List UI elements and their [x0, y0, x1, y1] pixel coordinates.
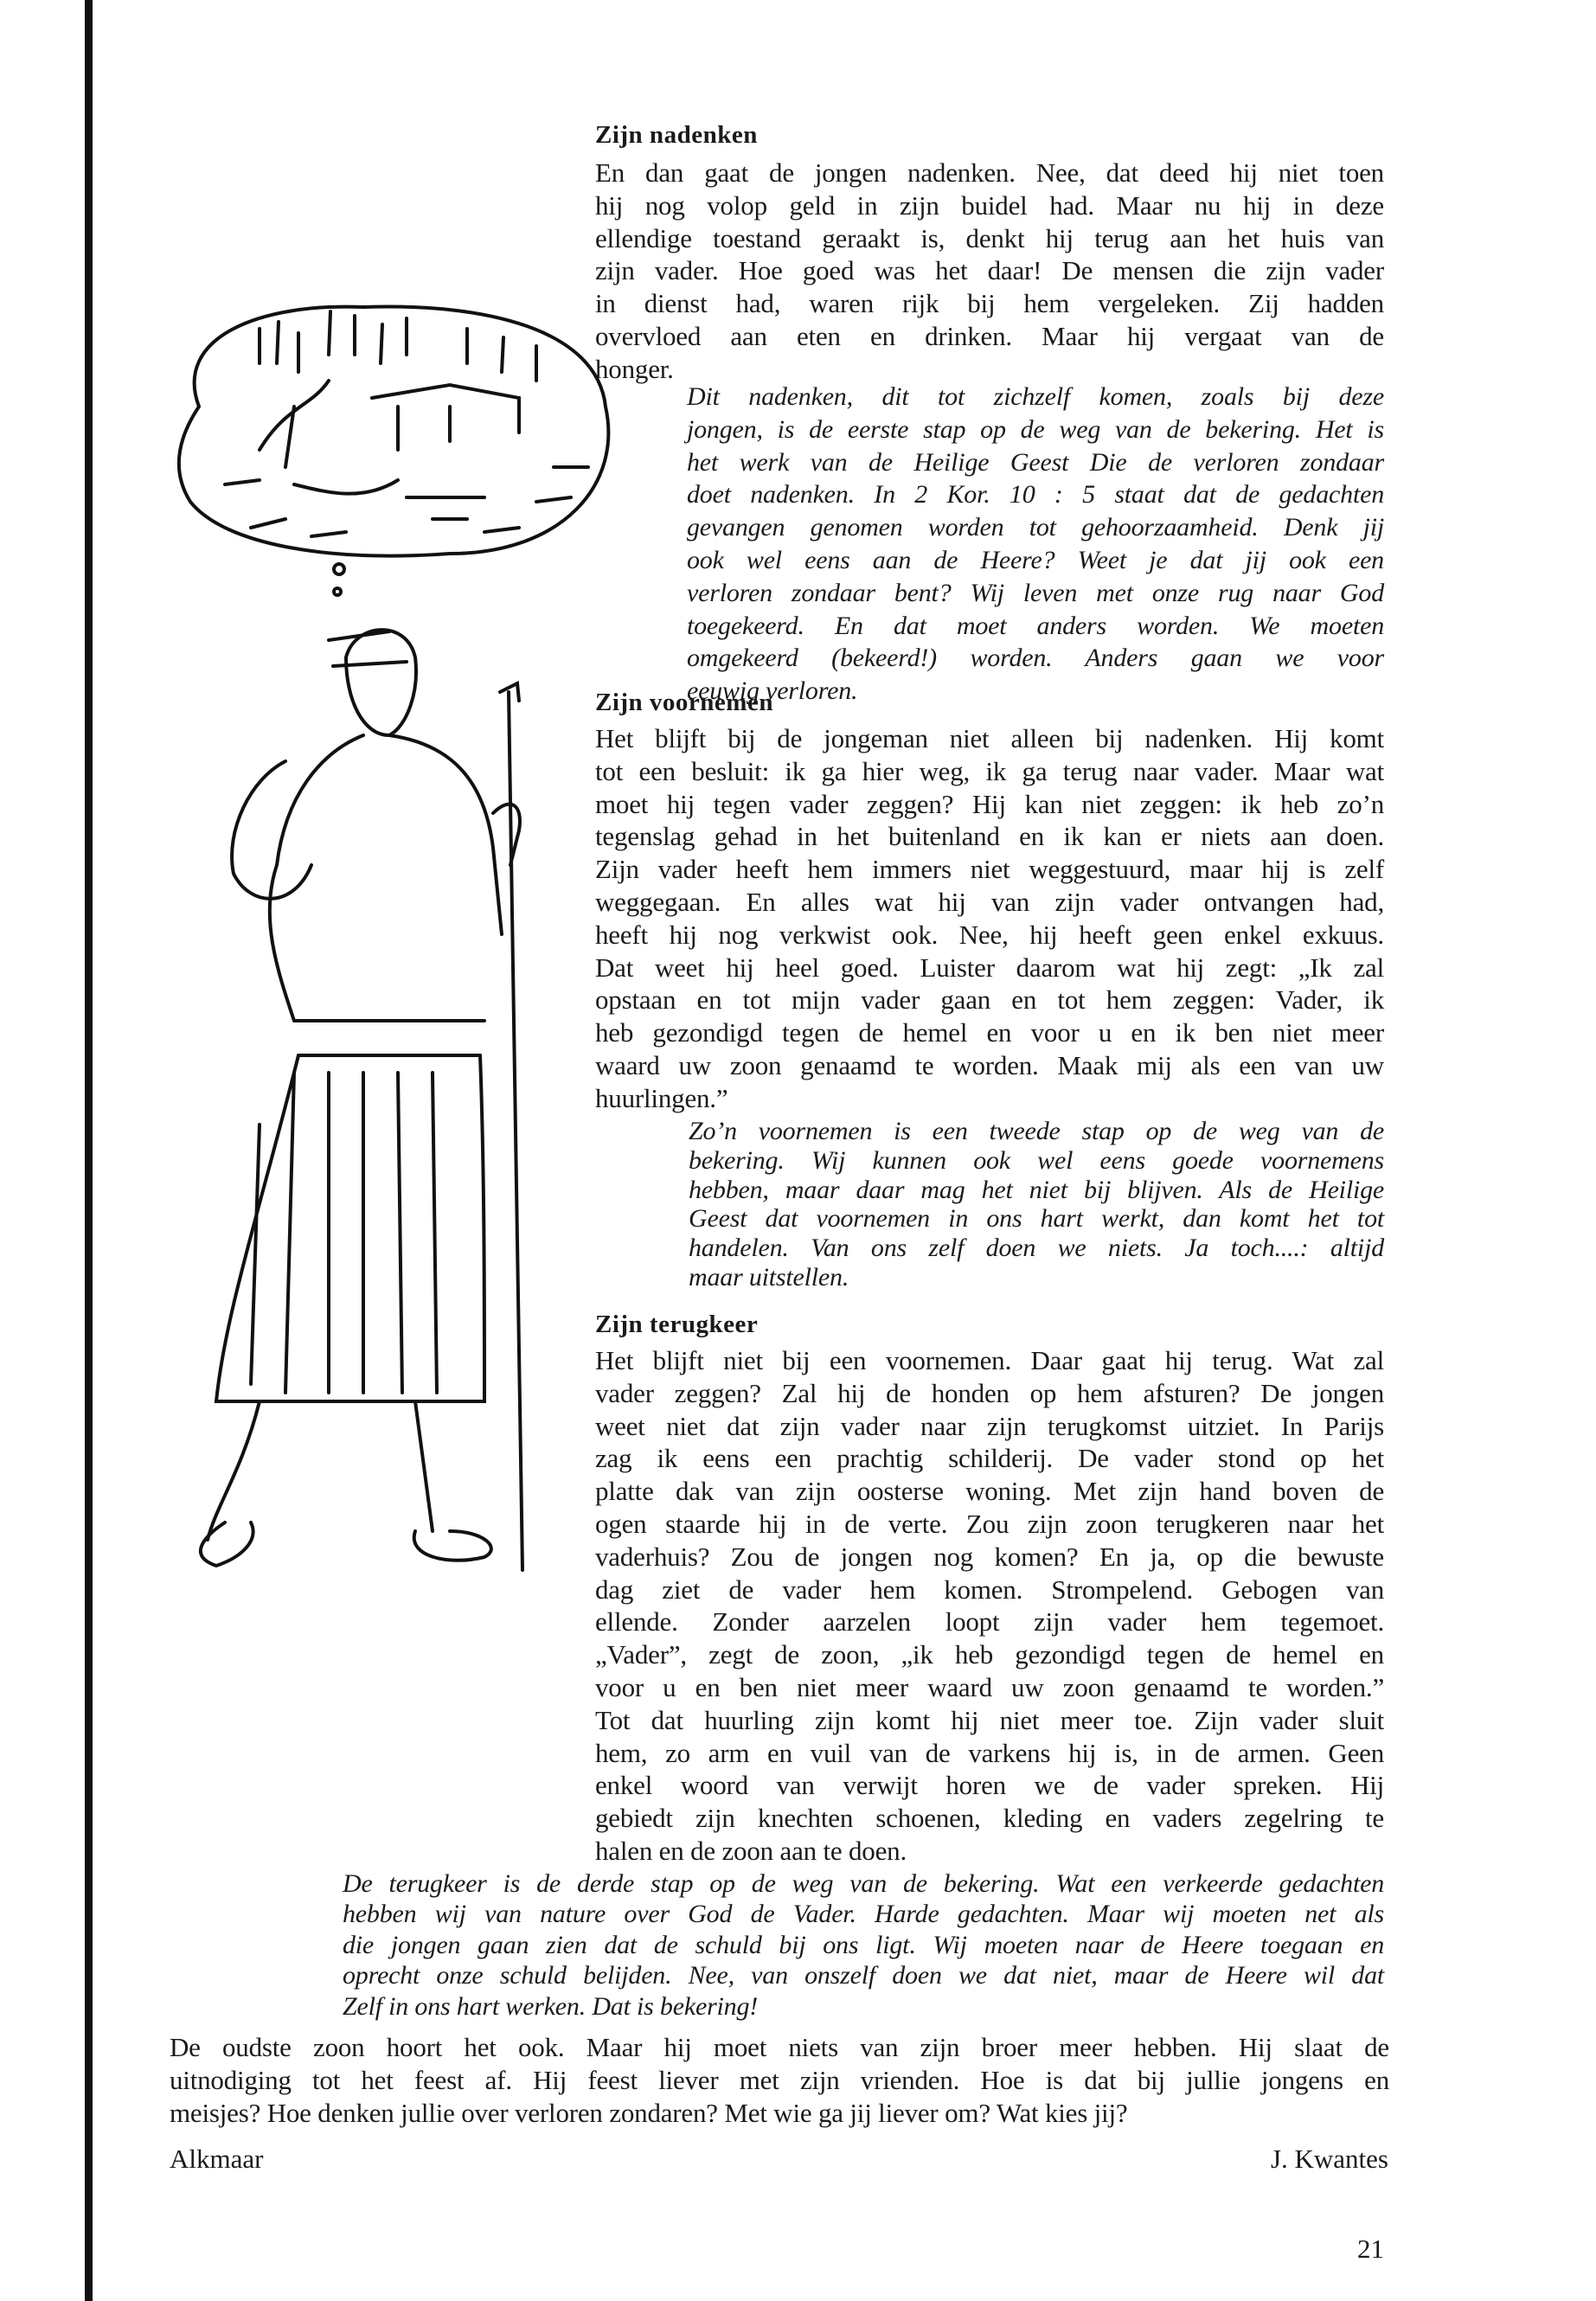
text-line: Het blijft bij de jongeman niet alleen bij nadenken. Hij komt: [595, 723, 1384, 753]
section-heading-nadenken: Zijn nadenken: [595, 121, 758, 149]
text-line: De oudste zoon hoort het ook. Maar hij moet niets van zijn broer meer hebben. Hij slaat de: [170, 2032, 1389, 2062]
text-line: opstaan en tot mijn vader gaan en tot hem zeggen: Vader, ik: [595, 984, 1384, 1016]
section-heading-terugkeer: Zijn terugkeer: [595, 1311, 759, 1338]
commentary-nadenken: [687, 381, 1384, 708]
text-line: bekering. Wij kunnen ook wel eens goede voornemens: [689, 1145, 1384, 1175]
text-line: Geest dat voornemen in ons hart werkt, dan komt het tot: [689, 1204, 1384, 1234]
walking-figure: [201, 630, 522, 1570]
text-line: Tot dat huurling zijn komt hij niet meer toe. Zijn vader sluit: [595, 1704, 1384, 1735]
text-line: Zelf in ons hart werken. Dat is bekering!: [343, 1991, 759, 2021]
text-line: waard uw zoon genaamd te worden. Maak mij als een van uw: [595, 1049, 1384, 1080]
text-line: halen en de zoon aan te doen.: [595, 1835, 907, 1866]
text-line: ellende. Zonder aarzelen loopt zijn vader hem tegemoet.: [595, 1606, 1384, 1638]
text-line: gebiedt zijn knechten schoenen, kleding en vaders zegelring te: [595, 1803, 1384, 1834]
text-line: En dan gaat de jongen nadenken. Nee, dat deed hij niet toen: [595, 157, 1384, 188]
text-line: hem, zo arm en vuil van de varkens hij is, in de armen. Geen: [595, 1737, 1384, 1768]
text-line: Zo’n voornemen is een tweede stap op de weg van de: [689, 1117, 1384, 1145]
text-line: huurlingen.”: [595, 1082, 728, 1113]
section-heading-voornemen: Zijn voornemen: [595, 689, 773, 716]
text-line: Zijn vader heeft hem immers niet weggestuurd, maar hij is zelf: [595, 854, 1384, 885]
text-line: toegekeerd. En dat moet anders worden. We moeten: [687, 611, 1384, 640]
text-line: meisjes? Hoe denken jullie over verloren zondaren? Met wie ga jij liever om? Wat kies jij?: [170, 2097, 1128, 2128]
text-line: hebben, maar daar mag het niet bij blijven. Als de Heilige: [689, 1175, 1384, 1204]
text-line: voor u en ben niet meer waard uw zoon genaamd te worden.”: [595, 1671, 1384, 1702]
text-line: weggegaan. En alles wat hij van zijn vader ontvangen had,: [595, 886, 1384, 917]
text-line: hij nog volop geld in zijn buidel had. Maar nu hij in deze: [595, 189, 1384, 221]
text-line: ogen staarde hij in de verte. Zou zijn zoon terugkeren naar het: [595, 1508, 1384, 1539]
text-line: overvloed aan eten en drinken. Maar hij vergaat van de: [595, 320, 1384, 351]
text-line: moet hij tegen vader zeggen? Hij kan niet zeggen: ik heb zo’n: [595, 788, 1384, 819]
text-line: gevangen genomen worden tot gehoorzaamheid. Denk jij: [687, 513, 1384, 542]
text-line: verloren zondaar bent? Wij leven met onze rug naar God: [687, 578, 1384, 607]
text-line: heb gezondigd tegen de hemel en voor u en ik ben niet meer: [595, 1017, 1384, 1048]
text-line: in dienst had, waren rijk bij hem vergeleken. Zij hadden: [595, 288, 1384, 319]
footer-place: Alkmaar: [170, 2144, 264, 2174]
footer-author: J. Kwantes: [1270, 2144, 1388, 2174]
text-line: heeft hij nog verkwist ook. Nee, hij heeft geen enkel exkuus.: [595, 919, 1384, 950]
text-line: vaderhuis? Zou de jongen nog komen? En ja, op die bewuste: [595, 1541, 1384, 1572]
text-line: tot een besluit: ik ga hier weg, ik ga terug naar vader. Maar wat: [595, 755, 1384, 786]
text-line: hebben wij van nature over God de Vader. Harde gedachten. Maar wij moeten net als: [343, 1900, 1384, 1929]
text-line: dag ziet de vader hem komen. Strompelend. Gebogen van: [595, 1574, 1384, 1605]
text-line: ellendige toestand geraakt is, denkt hij terug aan het huis van: [595, 222, 1384, 253]
text-line: enkel woord van verwijt horen we de vader spreken. Hij: [595, 1770, 1384, 1801]
text-line: doet nadenken. In 2 Kor. 10 : 5 staat dat de gedachten: [687, 480, 1384, 510]
commentary-terugkeer: [343, 1868, 1384, 2022]
text-line: „Vader”, zegt de zoon, „ik heb gezondigd tegen de hemel en: [595, 1639, 1384, 1670]
body-terugkeer: [595, 1344, 1384, 1868]
text-line: Dat weet hij heel goed. Luister daarom wat hij zegt: „Ik zal: [595, 952, 1384, 983]
text-line: eeuwig verloren.: [687, 676, 858, 706]
body-voornemen: [595, 722, 1384, 1115]
text-line: die jongen gaan zien dat de schuld bij ons ligt. Wij moeten naar de Heere toegaan en: [343, 1930, 1384, 1959]
text-line: het werk van de Heilige Geest Die de verloren zondaar: [687, 447, 1384, 477]
thought-bubble: [179, 306, 608, 595]
text-line: omgekeerd (bekeerd!) worden. Anders gaan we voor: [687, 644, 1384, 673]
text-line: oprecht onze schuld belijden. Nee, van onszelf doen we dat niet, maar de Heere wil dat: [343, 1961, 1384, 1990]
text-line: ook wel eens aan de Heere? Weet je dat jij ook een: [687, 545, 1384, 574]
page-number: 21: [1357, 2234, 1384, 2264]
text-line: zag ik eens een prachtig schilderij. De vader stond op het: [595, 1443, 1384, 1474]
closing-paragraph: [170, 2031, 1389, 2129]
text-line: Het blijft niet bij een voornemen. Daar gaat hij terug. Wat zal: [595, 1345, 1384, 1375]
text-line: zijn vader. Hoe goed was het daar! De mensen die zijn vader: [595, 255, 1384, 286]
text-line: uitnodiging tot het feest af. Hij feest liever met zijn vrienden. Hoe is dat bij jullie jongens en: [170, 2064, 1389, 2095]
text-line: De terugkeer is de derde stap op de weg van de bekering. Wat een verkeerde gedachten: [343, 1869, 1384, 1898]
text-line: tegenslag gehad in het buitenland en ik kan er niets aan doen.: [595, 821, 1384, 852]
text-line: vader zeggen? Zal hij de honden op hem afsturen? De jongen: [595, 1377, 1384, 1408]
text-line: platte dak van zijn oosterse woning. Met zijn hand boven de: [595, 1476, 1384, 1507]
body-nadenken: [595, 157, 1384, 386]
commentary-voornemen: [689, 1117, 1384, 1292]
text-line: honger.: [595, 353, 674, 384]
text-line: handelen. Van ons zelf doen we niets. Ja toch....: altijd: [689, 1234, 1384, 1263]
text-line: weet niet dat zijn vader naar zijn terugkomst uitziet. In Parijs: [595, 1410, 1384, 1441]
text-line: jongen, is de eerste stap op de weg van de bekering. Het is: [687, 414, 1384, 444]
text-line: maar uitstellen.: [689, 1262, 849, 1292]
text-line: Dit nadenken, dit tot zichzelf komen, zoals bij deze: [687, 382, 1384, 411]
